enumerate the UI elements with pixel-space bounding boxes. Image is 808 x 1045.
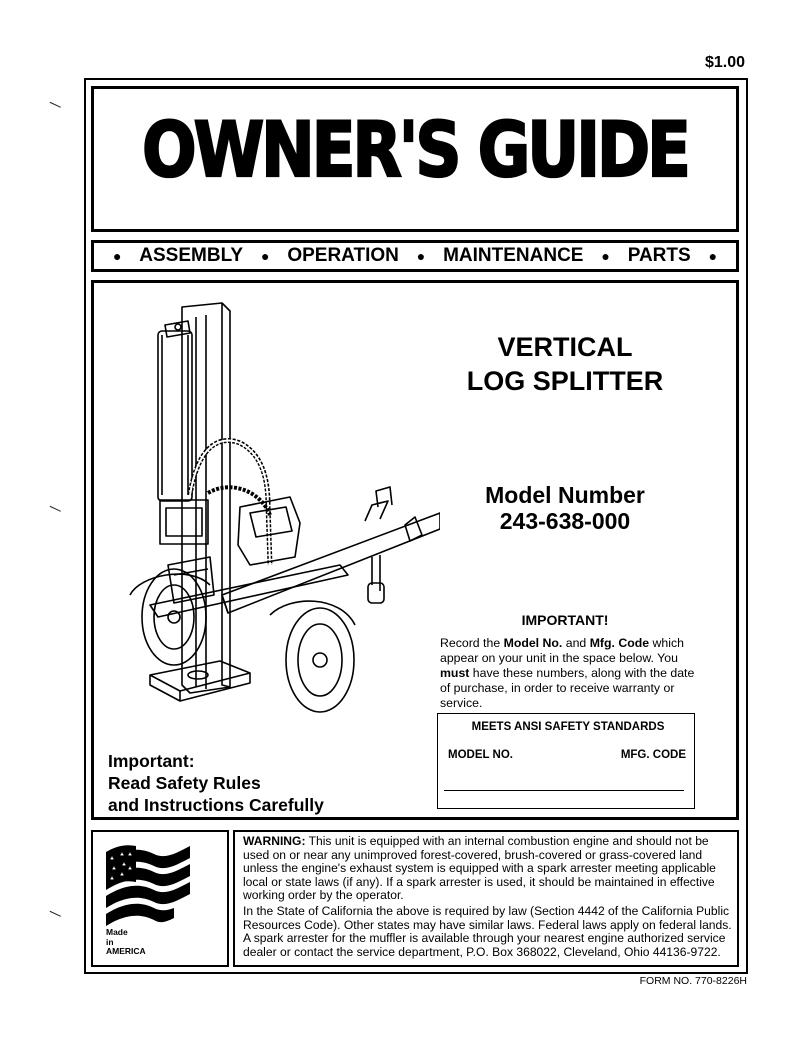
- bullet-icon: ●: [112, 248, 122, 264]
- form-number: FORM NO. 770-8226H: [639, 975, 747, 987]
- bullet-icon: ●: [708, 248, 718, 264]
- important-text-bold: Model No.: [503, 636, 563, 650]
- topic-operation: OPERATION: [287, 245, 399, 266]
- topic-parts: PARTS: [627, 245, 691, 266]
- american-flag-icon: [102, 838, 194, 928]
- important-text-part: Record the: [440, 636, 504, 650]
- page-title: OWNER'S GUIDE: [142, 107, 688, 195]
- made-in-line: AMERICA: [106, 946, 146, 956]
- important-heading: IMPORTANT!: [521, 612, 609, 628]
- topic-maintenance: MAINTENANCE: [443, 245, 584, 266]
- log-splitter-illustration: [110, 295, 440, 715]
- scan-mark: [47, 911, 61, 922]
- price: $1.00: [705, 54, 746, 71]
- safety-notice-line: Read Safety Rules: [108, 773, 261, 793]
- code-entry-line: [444, 790, 684, 791]
- safety-notice-line: and Instructions Carefully: [108, 795, 324, 815]
- important-text-bold: must: [440, 666, 470, 680]
- made-in-line: Made: [106, 927, 128, 937]
- product-title-line2: LOG SPLITTER: [466, 366, 664, 396]
- safety-notice: [108, 750, 324, 816]
- topics-bar: [91, 240, 739, 272]
- warning-text: [243, 835, 735, 903]
- bullet-icon: ●: [416, 248, 426, 264]
- ansi-standards-label: MEETS ANSI SAFETY STANDARDS: [471, 721, 665, 733]
- scan-mark: [47, 102, 61, 113]
- scan-mark: [47, 506, 61, 517]
- safety-notice-line: Important:: [108, 751, 195, 771]
- made-in-line: in: [106, 936, 114, 947]
- mfg-code-label: MFG. CODE: [620, 749, 686, 761]
- product-title: [450, 330, 680, 398]
- important-text-part: and: [562, 636, 590, 650]
- product-title-line1: VERTICAL: [497, 332, 633, 362]
- model-number: 243-638-000: [499, 508, 631, 534]
- important-text-bold: Mfg. Code: [589, 636, 650, 650]
- important-text: [440, 636, 695, 711]
- bullet-icon: ●: [601, 248, 610, 264]
- bullet-icon: ●: [260, 248, 270, 264]
- model-number-label: Model Number: [485, 482, 645, 508]
- topic-assembly: ASSEMBLY: [139, 245, 244, 266]
- title-box: [91, 86, 739, 232]
- important-text-part: which appear on your unit in the space below. You: [440, 636, 684, 665]
- california-notice: In the State of California the above is required by law (Section 4442 of the California Public Resources Code). Other states may have similar laws. Federal laws apply on federal lands. A spark arrester for the muffler is available through your nearest engine authorized service dealer or contact the service department, P.O. Box 368022, Cleveland, Ohio 44136-9722.: [243, 904, 732, 959]
- made-in-america-label: [106, 928, 146, 957]
- warning-body: This unit is equipped with an internal combustion engine and should not be used on or near any unimproved forest-covered, brush-covered or grass-covered land unless the engine's exhaust system is equipped with a spark arrester meeting applicable local or state laws (if any). If a spark arrester is used, it should be maintained in effective working order by the operator.: [243, 834, 716, 903]
- warning-label: WARNING:: [243, 834, 306, 848]
- important-text-part: have these numbers, along with the date of purchase, in order to receive warranty or service.: [440, 666, 695, 710]
- model-no-label: MODEL NO.: [448, 749, 513, 761]
